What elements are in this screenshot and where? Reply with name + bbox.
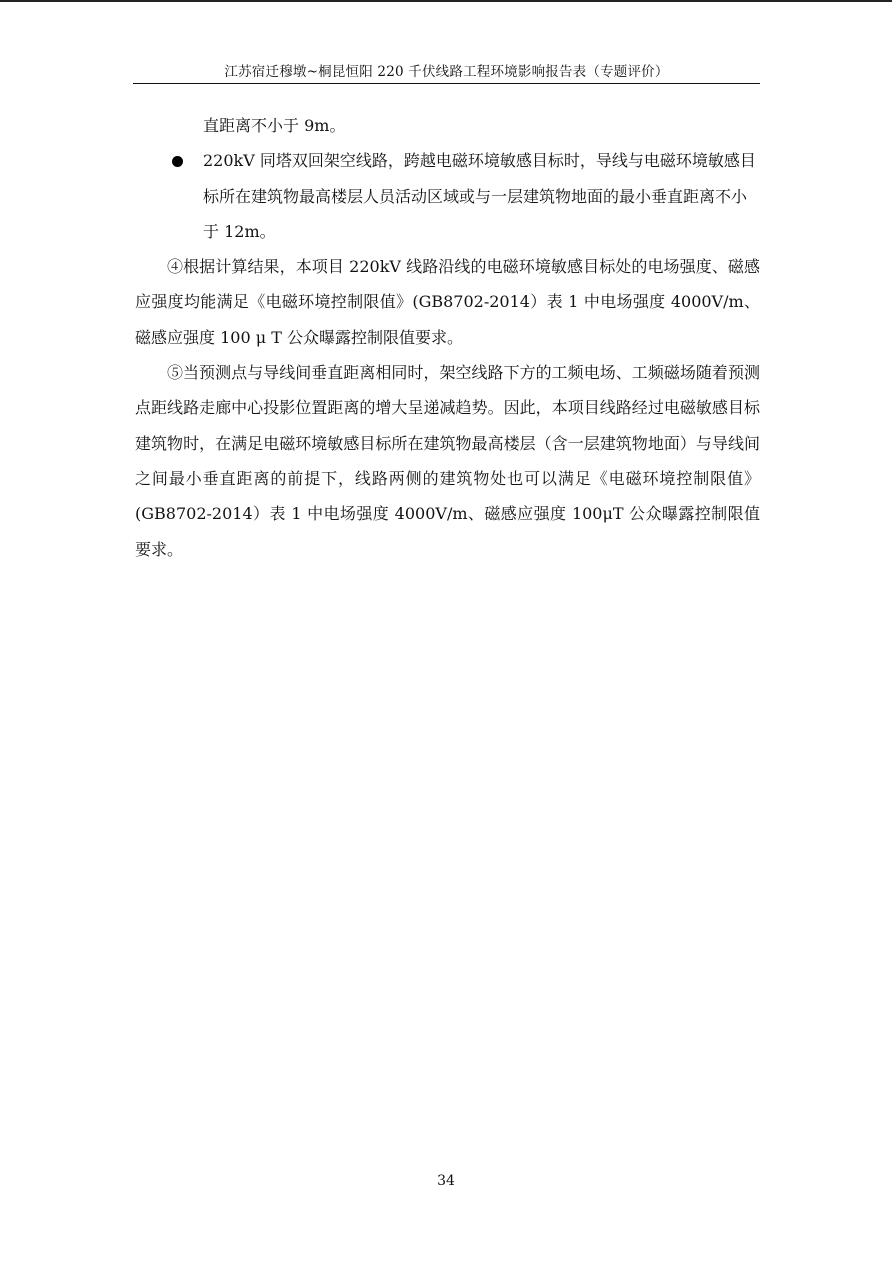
continuation-line: 直距离不小于 9m。 xyxy=(203,116,346,135)
bullet-text: 220kV 同塔双回架空线路，跨越电磁环境敏感目标时，导线与电磁环境敏感目标所在建筑物最高楼层人员活动区域或与一层建筑物地面的最小垂直距离不小于 12m。 xyxy=(203,151,756,241)
running-header: 江苏宿迁穆墩~桐昆恒阳 220 千伏线路工程环境影响报告表（专题评价） xyxy=(224,64,669,80)
paragraph-4: ④根据计算结果，本项目 220kV 线路沿线的电磁环境敏感目标处的电场强度、磁感应强度均能满足《电磁环境控制限值》(GB8702-2014）表 1 中电场强度 4000V/m、磁感应强度 100 μ T 公众曝露控制限值要求。 xyxy=(135,257,760,347)
bullet-item xyxy=(135,143,760,249)
page-body xyxy=(135,108,760,567)
page-top-border xyxy=(0,0,892,2)
bullet-dot-icon xyxy=(172,156,183,167)
header-rule xyxy=(133,83,760,84)
page-number: 34 xyxy=(437,1173,455,1189)
paragraph-5: ⑤当预测点与导线间垂直距离相同时，架空线路下方的工频电场、工频磁场随着预测点距线路走廊中心投影位置距离的增大呈递减趋势。因此，本项目线路经过电磁敏感目标建筑物时，在满足电磁环境敏感目标所在建筑物最高楼层（含一层建筑物地面）与导线间之间最小垂直距离的前提下，线路两侧的建筑物处也可以满足《电磁环境控制限值》(GB8702-2014）表 1 中电场强度 4000V/m、磁感应强度 100μT 公众曝露控制限值要求。 xyxy=(135,363,760,559)
